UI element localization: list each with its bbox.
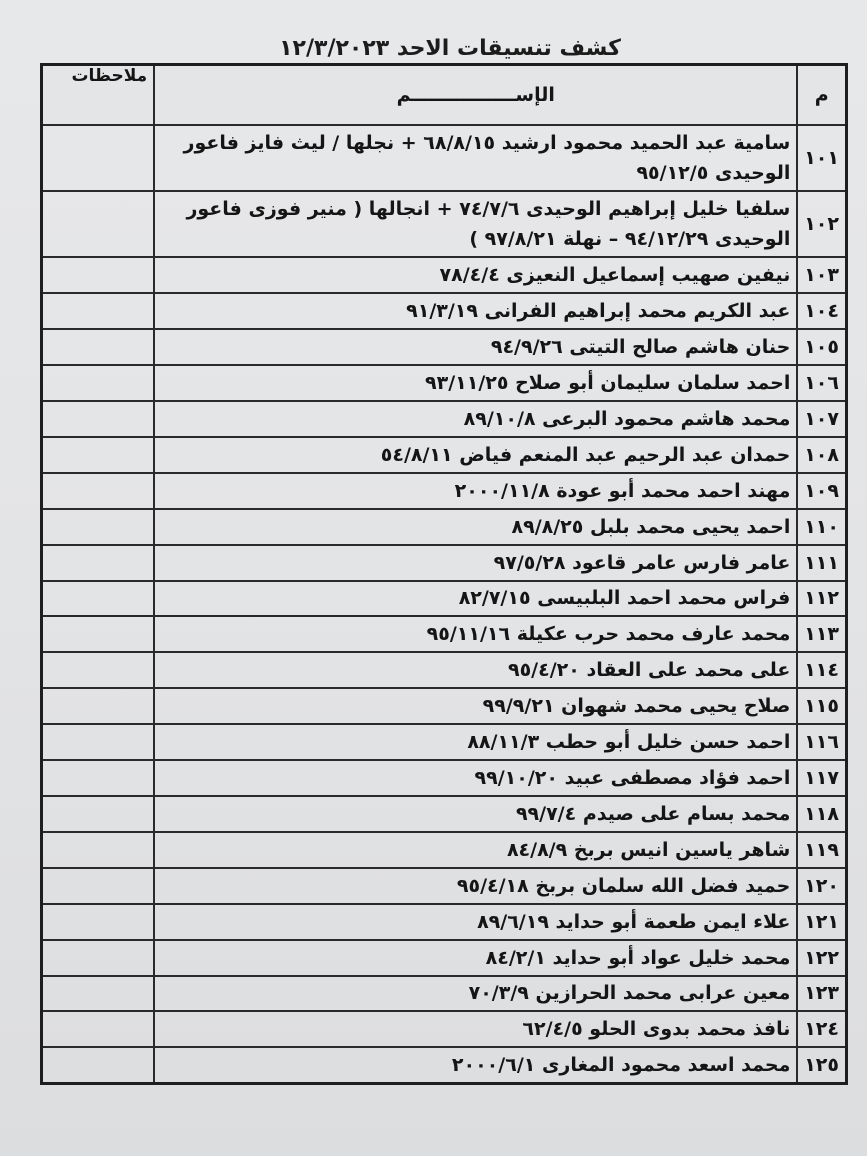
header-number: م [797,65,846,125]
row-name-line: شاهر ياسين انيس بربخ ٨٤/٨/٩ [506,838,791,861]
row-notes-cell [42,688,155,724]
header-name: الإســــــــــــــــم [154,65,797,125]
row-notes-cell [42,1047,155,1083]
row-number: ١٢٤ [797,1011,846,1047]
row-name-cell [154,125,797,191]
table-row [42,1011,847,1047]
table-row [42,329,847,365]
table-row [42,868,847,904]
row-number: ١٢٢ [797,940,846,976]
table-row [42,581,847,617]
row-name-cell [154,437,797,473]
row-name-line: نافذ محمد بدوى الحلو ٦٢/٤/٥ [522,1018,791,1041]
row-notes-cell [42,191,155,257]
row-notes-cell [42,796,155,832]
row-name-line: احمد حسن خليل أبو حطب ٨٨/١١/٣ [467,731,791,754]
row-notes-cell [42,940,155,976]
row-name-line: سلفيا خليل إبراهيم الوحيدى ٧٤/٧/٦ + انجالها ( منير فوزى فاعور [186,198,791,221]
table-row [42,904,847,940]
row-name-line: احمد فؤاد مصطفى عبيد ٩٩/١٠/٢٠ [474,767,791,790]
row-notes-cell [42,868,155,904]
row-number: ١١٩ [797,832,846,868]
row-name-cell [154,760,797,796]
row-notes-cell [42,581,155,617]
table-row [42,832,847,868]
row-number: ١١١ [797,545,846,581]
row-notes-cell [42,1011,155,1047]
table-row [42,125,847,191]
row-number: ١١٢ [797,581,846,617]
row-notes-cell [42,473,155,509]
row-name-cell [154,976,797,1012]
table-row [42,257,847,293]
row-number: ١١٠ [797,509,846,545]
table-row [42,796,847,832]
table-row [42,940,847,976]
row-name-cell [154,293,797,329]
row-notes-cell [42,365,155,401]
row-number: ١٠٥ [797,329,846,365]
row-name-cell [154,652,797,688]
row-name-line: محمد خليل عواد أبو حدايد ٨٤/٢/١ [485,946,791,969]
row-name-line: محمد بسام على صيدم ٩٩/٧/٤ [515,802,791,825]
row-name-cell [154,724,797,760]
row-notes-cell [42,616,155,652]
row-name-line: حمدان عبد الرحيم عبد المنعم فياض ٥٤/٨/١١ [380,443,791,466]
row-number: ١٠٣ [797,257,846,293]
table-row [42,724,847,760]
row-number: ١٠٤ [797,293,846,329]
table-row [42,401,847,437]
table-header-row [42,65,847,125]
row-name-line: حنان هاشم صالح التيتى ٩٤/٩/٢٦ [490,336,791,359]
row-notes-cell [42,293,155,329]
table-row [42,976,847,1012]
table-row [42,652,847,688]
row-name-line-continued: الوحيدى ٩٥/١٢/٥ [636,161,791,184]
row-notes-cell [42,125,155,191]
row-name-cell [154,257,797,293]
row-name-line: عبد الكريم محمد إبراهيم الفرانى ٩١/٣/١٩ [406,300,791,323]
row-name-line: فراس محمد احمد البلبيسى ٨٢/٧/١٥ [458,587,791,610]
row-name-line-continued: الوحيدى ٩٤/١٢/٢٩ – نهلة ٩٧/٨/٢١ ) [469,228,791,251]
row-name-line: معين عرابى محمد الحرازين ٧٠/٣/٩ [468,982,791,1005]
roster-body [42,125,847,1084]
table-row [42,688,847,724]
table-row [42,1047,847,1083]
row-number: ١١٣ [797,616,846,652]
table-row [42,473,847,509]
row-name-cell [154,616,797,652]
row-name-line: نيفين صهيب إسماعيل النعيزى ٧٨/٤/٤ [439,264,791,287]
row-name-line: حميد فضل الله سلمان بربخ ٩٥/٤/١٨ [456,874,791,897]
row-name-cell [154,191,797,257]
page-title: كشف تنسيقات الاحد ١٢/٣/٢٠٢٣ [279,36,621,61]
row-notes-cell [42,509,155,545]
row-number: ١١٤ [797,652,846,688]
row-number: ١١٦ [797,724,846,760]
row-notes-cell [42,724,155,760]
row-number: ١١٥ [797,688,846,724]
row-notes-cell [42,545,155,581]
row-name-cell [154,365,797,401]
row-name-line: محمد اسعد محمود المغارى ٢٠٠٠/٦/١ [451,1054,791,1077]
row-name-line: مهند احمد محمد أبو عودة ٢٠٠٠/١١/٨ [454,479,791,502]
row-name-cell [154,868,797,904]
table-row [42,191,847,257]
row-number: ١١٨ [797,796,846,832]
row-notes-cell [42,257,155,293]
row-number: ١٠٨ [797,437,846,473]
row-number: ١٠٧ [797,401,846,437]
row-name-line: احمد يحيى محمد بلبل ٨٩/٨/٢٥ [511,515,791,538]
row-name-cell [154,473,797,509]
row-name-line: محمد عارف محمد حرب عكيلة ٩٥/١١/١٦ [426,623,791,646]
row-notes-cell [42,652,155,688]
row-name-line: على محمد على العقاد ٩٥/٤/٢٠ [507,659,791,682]
row-number: ١٢٥ [797,1047,846,1083]
row-name-line: محمد هاشم محمود البرعى ٨٩/١٠/٨ [463,407,791,430]
row-notes-cell [42,904,155,940]
row-number: ١٢٣ [797,976,846,1012]
row-notes-cell [42,401,155,437]
header-notes: ملاحظات [42,65,155,125]
table-row [42,760,847,796]
table-row [42,509,847,545]
row-number: ١١٧ [797,760,846,796]
row-notes-cell [42,976,155,1012]
row-name-cell [154,509,797,545]
row-number: ١٢٠ [797,868,846,904]
row-name-line: صلاح يحيى محمد شهوان ٩٩/٩/٢١ [482,695,791,718]
row-name-cell [154,904,797,940]
row-notes-cell [42,832,155,868]
table-row [42,365,847,401]
row-number: ١٠١ [797,125,846,191]
row-name-cell [154,688,797,724]
table-row [42,616,847,652]
row-name-cell [154,329,797,365]
row-name-line: احمد سلمان سليمان أبو صلاح ٩٣/١١/٢٥ [425,372,791,395]
table-row [42,293,847,329]
row-name-cell [154,581,797,617]
row-name-cell [154,401,797,437]
table-row [42,545,847,581]
row-name-cell [154,545,797,581]
row-notes-cell [42,760,155,796]
row-number: ١٠٩ [797,473,846,509]
row-number: ١٠٦ [797,365,846,401]
row-name-cell [154,832,797,868]
roster-table [40,63,848,1085]
row-name-cell [154,1011,797,1047]
row-notes-cell [42,329,155,365]
row-name-line: علاء ايمن طعمة أبو حدايد ٨٩/٦/١٩ [477,910,791,933]
row-name-line: سامية عبد الحميد محمود ارشيد ٦٨/٨/١٥ + نجلها / ليث فايز فاعور [183,131,791,154]
row-number: ١٠٢ [797,191,846,257]
row-name-cell [154,1047,797,1083]
row-notes-cell [42,437,155,473]
row-name-cell [154,940,797,976]
table-row [42,437,847,473]
row-name-line: عامر فارس عامر قاعود ٩٧/٥/٢٨ [493,551,791,574]
row-number: ١٢١ [797,904,846,940]
row-name-cell [154,796,797,832]
